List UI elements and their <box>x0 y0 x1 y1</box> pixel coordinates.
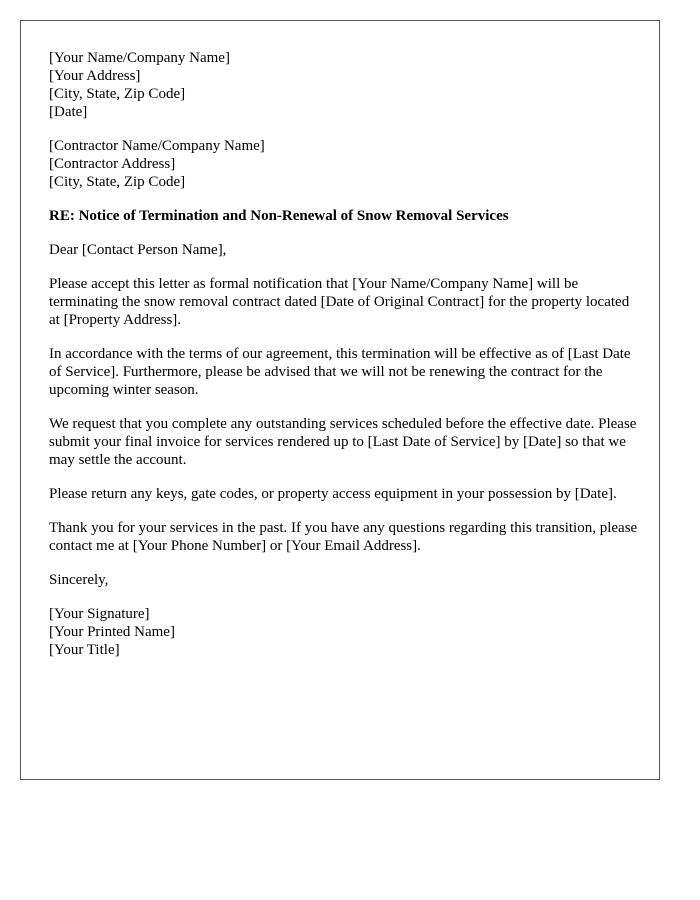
signature-placeholder: [Your Signature] <box>49 606 150 622</box>
sender-name: [Your Name/Company Name] <box>49 50 230 66</box>
recipient-city-state-zip: [City, State, Zip Code] <box>49 174 186 190</box>
body-paragraph-5: Thank you for your services in the past. If you have any questions regarding this transition, please contact me at [Your Phone Number] or [Your Email Address]. <box>49 520 638 554</box>
letter-page <box>20 20 660 780</box>
sender-address: [Your Address] <box>49 68 141 84</box>
letter-date: [Date] <box>49 104 88 120</box>
body-paragraph-1: Please accept this letter as formal notification that [Your Name/Company Name] will be terminating the snow removal contract dated [Date of Original Contract] for the property located at [Property Address]. <box>49 276 630 328</box>
signature-block <box>49 605 639 659</box>
recipient-name: [Contractor Name/Company Name] <box>49 138 265 154</box>
subject-line: RE: Notice of Termination and Non-Renewal of Snow Removal Services <box>49 208 509 224</box>
body-paragraph-3: We request that you complete any outstanding services scheduled before the effective date. Please submit your final invoice for services rendered up to [Last Date of Service] by [Date] so that we may settle the account. <box>49 416 637 468</box>
closing: Sincerely, <box>49 572 109 588</box>
body-paragraph-2: In accordance with the terms of our agreement, this termination will be effective as of [Last Date of Service]. Furthermore, please be advised that we will not be renewing the contract for the upcoming winter season. <box>49 346 631 398</box>
printed-name: [Your Printed Name] <box>49 624 175 640</box>
recipient-block <box>49 137 639 191</box>
letter-content <box>49 49 639 675</box>
signer-title: [Your Title] <box>49 642 120 658</box>
salutation: Dear [Contact Person Name], <box>49 242 227 258</box>
body-paragraph-4: Please return any keys, gate codes, or property access equipment in your possession by [Date]. <box>49 486 617 502</box>
sender-city-state-zip: [City, State, Zip Code] <box>49 86 186 102</box>
sender-block <box>49 49 639 121</box>
recipient-address: [Contractor Address] <box>49 156 176 172</box>
